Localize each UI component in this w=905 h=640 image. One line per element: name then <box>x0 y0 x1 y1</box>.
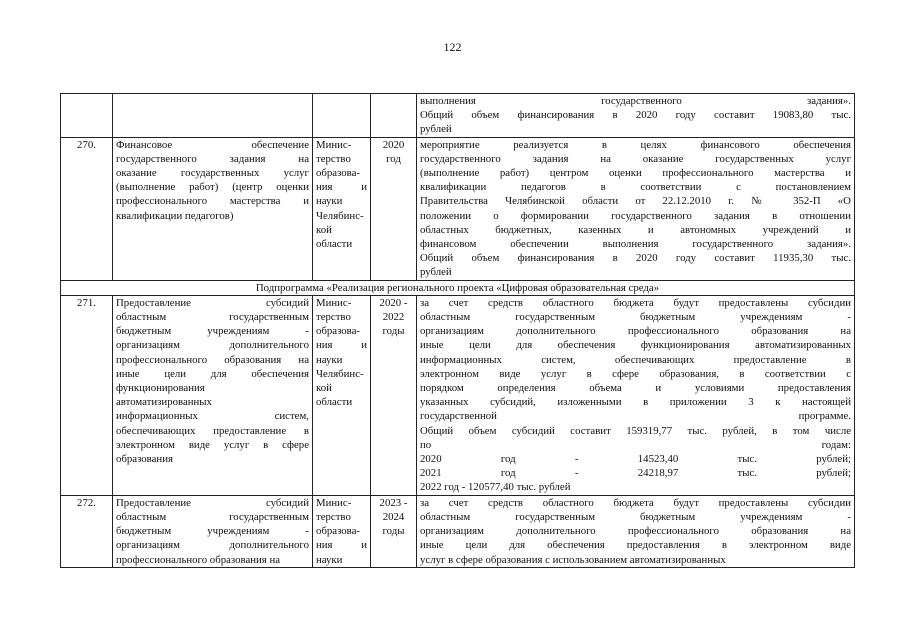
description <box>417 295 855 495</box>
description-line: электронном виде услуг в сфере образования, в соответствии с <box>420 367 851 380</box>
description-line: порядком определения объема и условиями предоставления <box>420 382 851 395</box>
responsible-org-line: науки <box>316 553 343 566</box>
responsible-org-line: науки <box>316 353 343 366</box>
description-line: услуг в сфере образования с использованием автоматизированных <box>420 553 726 566</box>
responsible-org-line: области <box>316 396 353 409</box>
description-line: 2020 год - 14523,40 тыс. рублей; <box>420 453 851 466</box>
description-line: за счет средств областного бюджета будут предоставлены субсидии <box>420 296 851 309</box>
responsible-org-line: области <box>316 238 353 251</box>
responsible-org-line: Минис- <box>316 138 352 151</box>
period-line: годы <box>382 325 405 338</box>
measures-table <box>60 93 855 568</box>
period-line: год <box>386 152 401 165</box>
responsible-org-line: науки <box>316 195 343 208</box>
table-row <box>61 495 855 567</box>
description-line: Общий объем финансирования в 2020 году составит 19083,80 тыс. <box>420 109 851 122</box>
subprogram-title: Подпрограмма «Реализация регионального проекта «Цифровая образовательная среда» <box>61 280 855 295</box>
description <box>417 137 855 280</box>
measure-name-line: оказание государственных услуг <box>116 167 309 180</box>
period <box>371 295 417 495</box>
description-line: областных бюджетных, казенных и автономных учреждений и <box>420 223 851 236</box>
description-line: иные цели для обеспечения предоставления в электронном виде <box>420 539 851 552</box>
description-line: квалификации педагогов в соответствии с постановлением <box>420 181 851 194</box>
row-number: 272. <box>61 495 113 567</box>
period <box>371 137 417 280</box>
description <box>417 495 855 567</box>
page-number: 122 <box>443 40 462 54</box>
responsible-org <box>313 495 371 567</box>
measure-name-line: функционирования <box>116 382 205 395</box>
measure-name-line: квалификации педагогов) <box>116 209 234 222</box>
description-line: по годам: <box>420 438 851 451</box>
measure-name-line: Предоставление субсидий <box>116 296 309 309</box>
description-line: Общий объем финансирования в 2020 году составит 11935,30 тыс. <box>420 252 851 265</box>
responsible-org-line: терство <box>316 311 351 324</box>
measure-name-line: образования <box>116 453 173 466</box>
measure-name-line: автоматизированных <box>116 396 212 409</box>
measure-name-line: областным государственным <box>116 510 309 523</box>
measure-name-line: электронном виде услуг в сфере <box>116 438 309 451</box>
measure-name-line: Финансовое обеспечение <box>116 138 309 151</box>
period-line: 2023 - <box>379 496 408 509</box>
row-number: 271. <box>61 295 113 495</box>
responsible-org-line: ния и <box>316 181 367 194</box>
measure-name <box>113 495 313 567</box>
responsible-org-line: ния и <box>316 539 367 552</box>
measure-name-line: профессионального образования на <box>116 353 309 366</box>
measure-name-line: иные цели для обеспечения <box>116 367 309 380</box>
responsible-org-line: кой <box>316 223 332 236</box>
measure-name <box>113 94 313 138</box>
responsible-org-line: образова- <box>316 525 361 538</box>
description-line: государственного задания на оказание государственных услуг <box>420 152 851 165</box>
responsible-org-line: Челябинс- <box>316 209 364 222</box>
period <box>371 94 417 138</box>
responsible-org-line: терство <box>316 510 351 523</box>
measure-name-line: Предоставление субсидий <box>116 496 309 509</box>
description-line: организациям дополнительного профессионального образования на <box>420 325 851 338</box>
measure-name-line: государственного задания на <box>116 152 309 165</box>
table-row <box>61 295 855 495</box>
measure-name-line: профессионального образования на <box>116 553 281 566</box>
row-number <box>61 94 113 138</box>
description-line: организациям дополнительного профессионального образования на <box>420 525 851 538</box>
responsible-org-line: образова- <box>316 167 361 180</box>
measure-name-line: организациям дополнительного <box>116 539 309 552</box>
responsible-org-line: образова- <box>316 325 361 338</box>
responsible-org-line: Минис- <box>316 296 352 309</box>
responsible-org-line: Минис- <box>316 496 352 509</box>
description <box>417 94 855 138</box>
description-line: Правительства Челябинской области от 22.12.2010 г. № 352-П «О <box>420 195 851 208</box>
responsible-org-line: Челябинс- <box>316 367 364 380</box>
period <box>371 495 417 567</box>
responsible-org <box>313 137 371 280</box>
measure-name-line: организациям дополнительного <box>116 339 309 352</box>
period-line: 2020 - <box>379 296 408 309</box>
description-line: мероприятие реализуется в целях финансового обеспечения <box>420 138 851 151</box>
description-line: 2021 год - 24218,97 тыс. рублей; <box>420 467 851 480</box>
responsible-org-line: ния и <box>316 339 367 352</box>
description-line: рублей <box>420 123 452 136</box>
description-line: за счет средств областного бюджета будут предоставлены субсидии <box>420 496 851 509</box>
measure-name-line: профессионального мастерства и <box>116 195 309 208</box>
description-line: 2022 год - 120577,40 тыс. рублей <box>420 481 571 494</box>
description-line: (выполнение работ) центром оценки профессионального мастерства и <box>420 167 851 180</box>
description-line: рублей <box>420 266 452 279</box>
measure-name <box>113 295 313 495</box>
responsible-org <box>313 295 371 495</box>
measure-name-line: бюджетным учреждениям - <box>116 325 309 338</box>
measure-name-line: обеспечивающих предоставление в <box>116 424 309 437</box>
description-line: выполнения государственного задания». <box>420 95 851 107</box>
period-line: годы <box>382 525 405 538</box>
table-row <box>61 137 855 280</box>
description-line: Общий объем субсидий составит 159319,77 тыс. рублей, в том числе <box>420 424 851 437</box>
description-line: информационных систем, обеспечивающих предоставление в <box>420 353 851 366</box>
period-line: 2022 <box>382 311 405 324</box>
row-number: 270. <box>61 137 113 280</box>
description-line: положении о формировании государственного задания в отношении <box>420 209 851 222</box>
description-line: областным государственным бюджетным учреждениям - <box>420 510 851 523</box>
responsible-org-line: кой <box>316 382 332 395</box>
description-line: указанных субсидий, изложенными в приложении 3 к настоящей <box>420 396 851 409</box>
measure-name-line: бюджетным учреждениям - <box>116 525 309 538</box>
measure-name-line: областным государственным <box>116 311 309 324</box>
period-line: 2024 <box>382 510 405 523</box>
table-row <box>61 94 855 138</box>
description-line: финансовом обеспечении выполнения государственного задания». <box>420 238 851 251</box>
description-line: областным государственным бюджетным учреждениям - <box>420 311 851 324</box>
responsible-org-line: терство <box>316 152 351 165</box>
measure-name-line: информационных систем, <box>116 410 309 423</box>
subprogram-row <box>61 280 855 295</box>
responsible-org <box>313 94 371 138</box>
description-line: иные цели для обеспечения функционирования автоматизированных <box>420 339 851 352</box>
period-line: 2020 <box>382 138 405 151</box>
measure-name <box>113 137 313 280</box>
description-line: государственной программе. <box>420 410 851 423</box>
measure-name-line: (выполнение работ) (центр оценки <box>116 181 309 194</box>
